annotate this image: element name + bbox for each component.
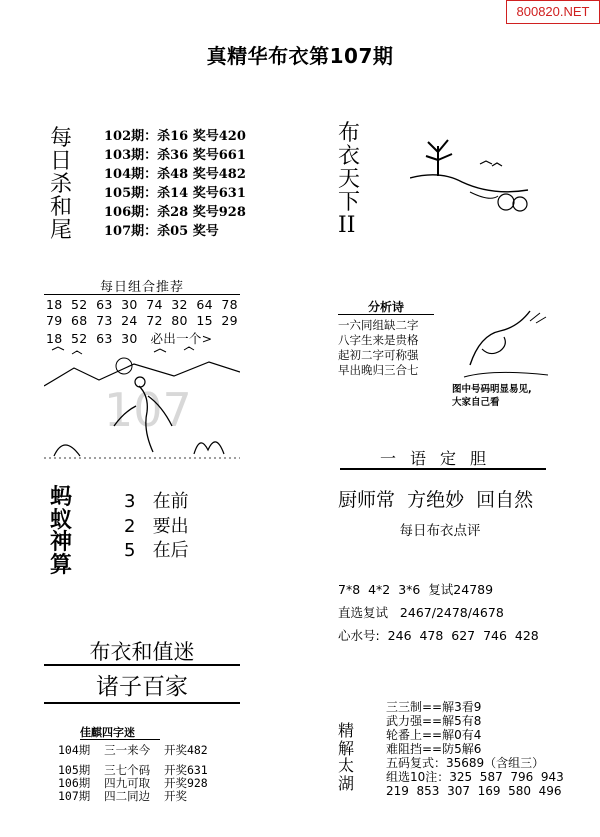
site-watermark: 800820.NET: [506, 0, 600, 24]
ant-row: 2 要出: [124, 516, 189, 537]
daily-comment-title: 每日布衣点评: [399, 523, 481, 539]
riddle-row: 107期 四二同边 开奖: [58, 789, 187, 803]
buyi-subtitle: 诸子百家: [96, 674, 188, 700]
chef-riddle: 厨师常 方绝妙 回自然: [338, 489, 534, 511]
analysis-divider: [338, 314, 434, 315]
kill-row: 103期：杀36 奖号661: [104, 148, 246, 163]
ant-row: 3 在前: [124, 491, 189, 512]
combo-divider: [44, 294, 240, 295]
riddle-divider: [80, 739, 160, 740]
one-word-divider: [340, 468, 546, 470]
ant-row: 5 在后: [124, 540, 189, 561]
riddle-row: 105期 三七个码 开奖631: [58, 763, 208, 777]
analysis-poem-title: 分析诗: [367, 300, 404, 314]
compound-row: 直选复试 2467/2478/4678: [338, 605, 504, 620]
taihu-row: 轮番上==解0有4: [386, 728, 482, 742]
kill-row: 106期：杀28 奖号928: [104, 205, 246, 220]
svg-text:107: 107: [104, 383, 192, 437]
riddle-row: 106期 四九可取 开奖928: [58, 776, 208, 790]
daily-kill-heading: 每 日 杀 和 尾: [50, 126, 73, 244]
combo-row: 18 52 63 30 必出一个>: [46, 331, 213, 346]
riddle-row: 104期 三一来今 开奖482: [58, 743, 208, 757]
taihu-row: 三三制==解3看9: [386, 700, 482, 714]
taihu-row: 武力强==解5有8: [386, 714, 482, 728]
taihu-row: 219 853 307 169 580 496: [386, 784, 562, 798]
note-line: 大家自己看: [452, 397, 500, 408]
analysis-note: [452, 383, 532, 409]
taihu-row: 五码复式：35689（含组三）: [386, 756, 545, 770]
compound-row: 心水号: 246 478 627 746 428: [338, 628, 539, 643]
poem-line: 八字生来是贵格: [338, 333, 419, 347]
one-word-heading: 一语定胆: [379, 449, 500, 468]
poem-line: 一六同组缺二字: [338, 318, 419, 332]
page-title: 真精华布衣第107期: [206, 44, 394, 68]
kill-row: 105期：杀14 奖号631: [104, 186, 246, 201]
taihu-heading: 精 解 太 湖: [338, 721, 355, 793]
combo-row: 18 52 63 30 74 32 64 78: [46, 297, 238, 312]
riddle-title: 佳麒四字迷: [80, 726, 135, 739]
taihu-row: 难阻挡==防5解6: [386, 742, 482, 756]
combo-row: 79 68 73 24 72 80 15 29: [46, 313, 238, 328]
buyi-divider: [44, 702, 240, 704]
note-line: 图中号码明显易见,: [452, 384, 532, 395]
compound-row: 7*8 4*2 3*6 复试24789: [338, 582, 494, 597]
daily-kill-list: [104, 127, 246, 241]
poem-line: 早出晚归三合七: [338, 363, 419, 377]
buyi-divider: [44, 664, 240, 666]
taihu-row: 组选10注：325 587 796 943: [386, 770, 564, 784]
ant-heading: 蚂 蚁 神 算: [50, 484, 73, 578]
figure-sketch: [460, 305, 552, 381]
combo-title: 每日组合推荐: [99, 280, 184, 295]
poem-line: 起初二字可称强: [338, 348, 419, 362]
buyi-tianxia-heading: 布 衣 天 下 II: [338, 121, 361, 239]
kill-row: 102期：杀16 奖号420: [104, 129, 246, 144]
kill-row: 104期：杀48 奖号482: [104, 167, 246, 182]
kill-row: 107期：杀05 奖号: [104, 224, 219, 239]
hill-tree-illustration: [410, 132, 550, 218]
landscape-illustration: [44, 346, 240, 460]
buyi-title: 布衣和值迷: [89, 640, 195, 664]
